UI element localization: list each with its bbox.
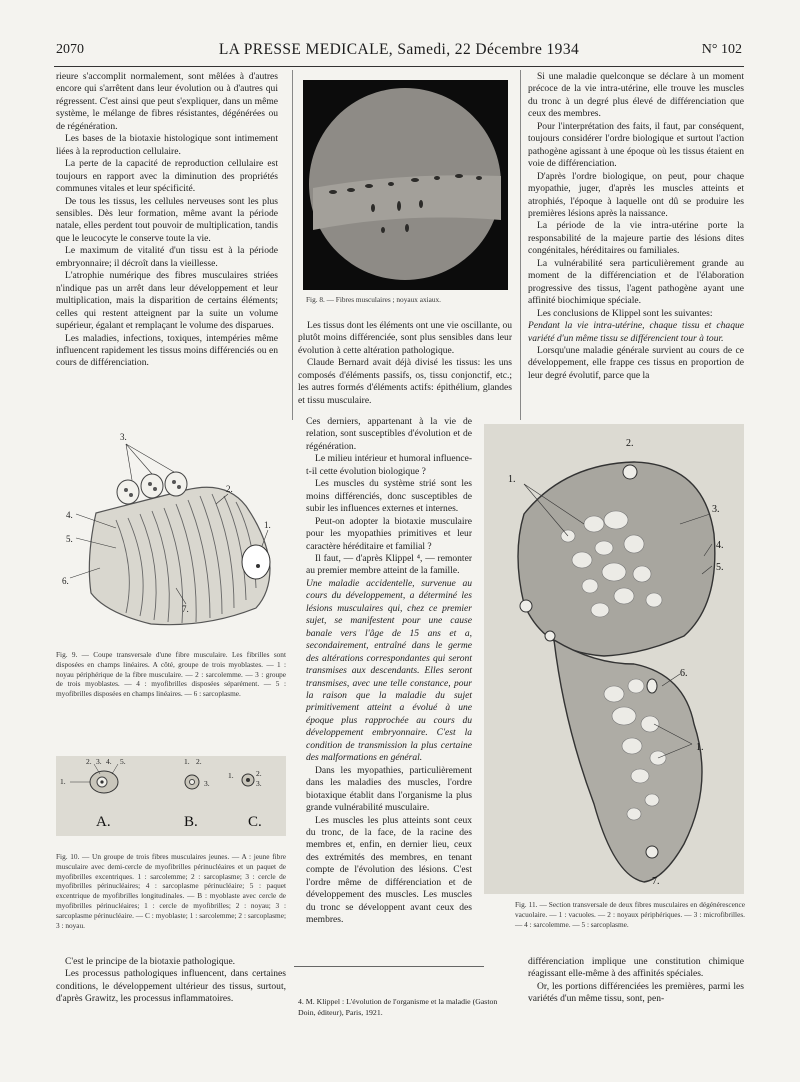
paragraph: Les tissus dont les éléments ont une vie oscillante, ou plutôt moins différenciée, sont plus sensibles dans leur évolution à cette altération pathologique. xyxy=(298,320,512,356)
fig9-caption xyxy=(56,650,286,699)
fig9-label: 3. xyxy=(120,432,127,442)
fig9-illustration xyxy=(56,428,286,644)
fig10-label: 5. xyxy=(120,757,126,766)
paragraph: De tous les tissus, les cellules nerveuses sont les plus sensibles. Dès leur formation, même avant la période natale, elles perdent tout pouvoir de multiplication, tandis que le leucocyte le conserve toute la vie. xyxy=(56,195,278,244)
paragraph: L'atrophie numérique des fibres musculaires striées n'indique pas un arrêt dans leur développement et leur multiplication, mais la disparition de certains éléments; celles qui restent atteignent par la suite un volume supérieur, égalant et remplaçant le volume des disparues. xyxy=(56,270,278,332)
column-3-bottom xyxy=(528,956,744,1006)
fig10-letter: A. xyxy=(96,814,111,830)
italic-text: Une maladie accidentelle, survenue au cours du développement, a déterminé les lésions musculaires qui, chez ce premier sujet, se manifestent pour une cause banale vers l'âge de 15 ans et a, secondairement, entraîné dans le germe des altérations correspondantes qui seront transmises aux descendants. Elles seront transmises, avec une telle constance, pour la raison que la maladie du sujet primitivement atteint a évolué à une époque plus rapprochée au cours du développement embryonnaire. C'est la condition de transmission la plus certaine des malformations en général. xyxy=(306,577,472,764)
fig11-illustration xyxy=(484,424,744,894)
page-number: 2070 xyxy=(56,42,84,57)
paragraph: Lorsqu'une maladie générale survient au cours de ce développement, elle frappe ces tissus en proportion de leur degré évolutif, parce que la xyxy=(528,344,744,381)
paragraph: Pour l'interprétation des faits, il faut, par conséquent, toujours considérer l'ordre biologique et surtout l'action pathogène agissant à une époque où les tissus étaient en voie de différenciation. xyxy=(528,120,744,170)
page-header xyxy=(56,42,742,64)
paragraph: Les processus pathologiques influencent, dans certaines conditions, le développement ultérieur des tissus, surtout, d'après Grawitz, les processus inflammatoires. xyxy=(56,968,286,1005)
fig10-label: 1. xyxy=(60,777,66,786)
paragraph: rieure s'accomplit normalement, sont mêlées à d'autres encore qui s'arrêtent dans leur évolution ou à d'autres qui régressent. C'est ainsi que peut s'expliquer, dans un même système, le mélange de fibres résistantes, dégénérées ou de régénération. xyxy=(56,71,278,132)
fig8-caption xyxy=(306,295,506,305)
column-2-narrow xyxy=(306,416,472,927)
fig11-label: 5. xyxy=(716,562,724,573)
fig11-caption xyxy=(515,900,745,929)
paragraph: Le milieu intérieur et humoral influence-t-il cette évolution biologique ? xyxy=(306,453,472,477)
column-separator xyxy=(292,70,293,420)
fig11-label: 2. xyxy=(626,438,634,449)
column-1-top xyxy=(56,71,278,370)
journal-title: LA PRESSE MEDICALE, Samedi, 22 Décembre 1934 xyxy=(218,41,580,58)
fig9-label: 7. xyxy=(182,604,189,614)
fig10-label: 2. xyxy=(256,769,262,778)
fig10-letter: B. xyxy=(184,814,198,830)
figure-11 xyxy=(484,424,744,894)
fig8-photo xyxy=(303,80,508,290)
paragraph: Les maladies, infections, toxiques, intempéries même influencent rapidement les tissus moins différenciés ou en cours de différenciation. xyxy=(56,332,278,369)
fig11-label: 6. xyxy=(680,668,688,679)
paragraph: différenciation implique une constitution chimique réagissant elle-même à des affinités spéciales. xyxy=(528,956,744,980)
figure-9 xyxy=(56,428,286,644)
italic-text: Pendant la vie intra-utérine, chaque tissu et chaque variété d'un même tissu se différencient tour à tour. xyxy=(528,320,744,344)
paragraph: Dans les myopathies, particulièrement dans les maladies des muscles, l'ordre biotaxique établit dans l'organisme la plus grande vulnérabilité musculaire. xyxy=(306,764,472,814)
fig9-label: 1. xyxy=(264,520,271,530)
fig10-caption xyxy=(56,852,286,930)
column-separator xyxy=(520,70,521,420)
figure-8 xyxy=(303,80,508,290)
footnote-rule xyxy=(294,966,484,983)
column-3-top xyxy=(528,71,744,382)
fig9-label: 6. xyxy=(62,576,69,586)
fig10-label: 3. xyxy=(96,757,102,766)
paragraph: Ces derniers, appartenant à la vie de relation, sont susceptibles d'évolution et de régénération. xyxy=(306,416,472,452)
footnote: 4. M. Klippel : L'évolution de l'organisme et la maladie (Gaston Doin, éditeur), Paris, 1921. xyxy=(298,997,498,1017)
paragraph: Si une maladie quelconque se déclare à un moment précoce de la vie intra-utérine, elle trouve les muscles du tronc à un degré plus élevé de différenciation que ceux des membres. xyxy=(528,71,744,120)
fig9-label: 2. xyxy=(226,484,233,494)
issue-number: N° 102 xyxy=(701,42,742,57)
paragraph: La vulnérabilité sera particulièrement grande au moment de la différenciation et de l'élaboration progressive des tissus, l'agent pathogène ayant une affinité biochimique spéciale. xyxy=(528,257,744,307)
paragraph: D'après l'ordre biologique, on peut, pour chaque myopathie, juger, d'après les muscles atteints et atrophiés, l'époque à laquelle ont dû se produire les premières lésions après la naissance. xyxy=(528,170,744,219)
caption-text: Fig. 11. — Section transversale de deux fibres musculaires en dégénérescence vacuolaire. — 1 : vacuoles. — 2 : noyaux périphériques. — 3 : microfibrilles. — 4 : sarcolemme. — 5 : sarcoplasme. xyxy=(515,900,745,929)
header-rule xyxy=(54,66,744,67)
paragraph: C'est le principe de la biotaxie pathologique. xyxy=(65,956,236,967)
fig10-label: 3. xyxy=(256,779,262,788)
paragraph: La perte de la capacité de reproduction cellulaire est toujours en rapport avec la diminution des propriétés communes vitales et leur spécificité. xyxy=(56,158,278,195)
paragraph: Les muscles les plus atteints sont ceux du tronc, de la face, de la racine des membres et, enfin, en dernier lieu, ceux des extrémités des membres, en tenant compte de l'évolution des lésions. C'est l'ordre même de différenciation et de développement des muscles. Les muscles du tronc se développent avant ceux des membres. xyxy=(306,814,472,926)
paragraph: Claude Bernard avait déjà divisé les tissus: les uns composés d'éléments passifs, os, tissu conjonctif, etc.; les autres formés d'éléments actifs: épithélium, glandes et tissu musculaire. xyxy=(298,357,512,406)
paragraph: Il faut, — d'après Klippel ⁴, — remonter au premier membre atteint de la famille. xyxy=(306,552,472,577)
paragraph: Les bases de la biotaxie histologique sont intimement liées à la reproduction cellulaire. xyxy=(56,133,278,157)
fig10-label: 1. xyxy=(228,771,234,780)
fig10-label: 4. xyxy=(106,757,112,766)
paragraph: Or, les portions différenciées les premières, parmi les variétés d'un même tissu, sont, pen- xyxy=(528,980,744,1005)
figure-10 xyxy=(56,756,286,836)
paragraph-italic xyxy=(306,578,472,765)
paragraph: Les conclusions de Klippel sont les suivantes: xyxy=(537,307,713,319)
fig10-label: 1. xyxy=(184,757,190,766)
fig9-label: 5. xyxy=(66,534,73,544)
caption-text: Fig. 10. — Un groupe de trois fibres musculaires jeunes. — A : jeune fibre musculaire avec demi-cercle de myofibrilles périnucléaires et un paquet de myofibrilles excentriques. 1 : sarcolemme; 2 : sarcoplasme; 3 : cercle de myofibrilles périnucléaires; 4 : sarcoplasme périnucléaire; 5 : paquet excentrique de myofibrilles longitudinales. — B : myoblaste avec cercle de myofibrilles périnucléaires; 1 : cercle de myofibrilles; 2 : noyau; 3 : sarcoplasme périnucléaire. — C : myoblaste; 1 : sarcolemme; 2 : sarcoplasme; 3 : noyau. xyxy=(56,852,286,930)
fig10-illustration xyxy=(56,756,286,836)
caption-text: Fig. 9. — Coupe transversale d'une fibre musculaire. Les fibrilles sont disposées en champs linéaires. A côté, groupe de trois myoblastes. — 1 : noyau périphérique de la fibre musculaire. — 2 : sarcolemme. — 3 : groupe de trois myoblastes. — 4 : myofibrilles disposées séparément. — 5 : myofibrilles disposées en champs linéaires. — 6 : sarcoplasme. xyxy=(56,650,286,699)
paragraph: Peut-on adopter la biotaxie musculaire pour les myopathies primitives et leur caractère héréditaire et familial ? xyxy=(306,515,472,552)
fig11-label: 4. xyxy=(716,540,724,551)
fig10-letter: C. xyxy=(248,814,262,830)
fig11-label: 1. xyxy=(696,742,704,753)
fig11-label: 3. xyxy=(712,504,720,515)
paragraph: Le maximum de vitalité d'un tissu est à la période embryonnaire; il décroît dans la vieillesse. xyxy=(56,245,278,269)
fig10-label: 2. xyxy=(86,757,92,766)
column-2-top xyxy=(298,320,512,407)
paragraph: La période de la vie intra-utérine porte la responsabilité de la majeure partie des lésions dites congénitales, héréditaires ou familiales. xyxy=(528,220,744,257)
fig9-label: 4. xyxy=(66,510,73,520)
paragraph-italic xyxy=(528,320,744,345)
fig11-label: 1. xyxy=(508,474,516,485)
paragraph: Les muscles du système strié sont les moins différenciés, donc susceptibles de subir les influences externes et internes. xyxy=(306,478,472,515)
fig10-label: 2. xyxy=(196,757,202,766)
column-1-bottom xyxy=(56,956,286,1006)
fig10-label: 3. xyxy=(204,779,210,788)
fig11-label: 7. xyxy=(652,876,660,887)
caption-text: Fig. 8. — Fibres musculaires ; noyaux axiaux. xyxy=(306,295,441,304)
